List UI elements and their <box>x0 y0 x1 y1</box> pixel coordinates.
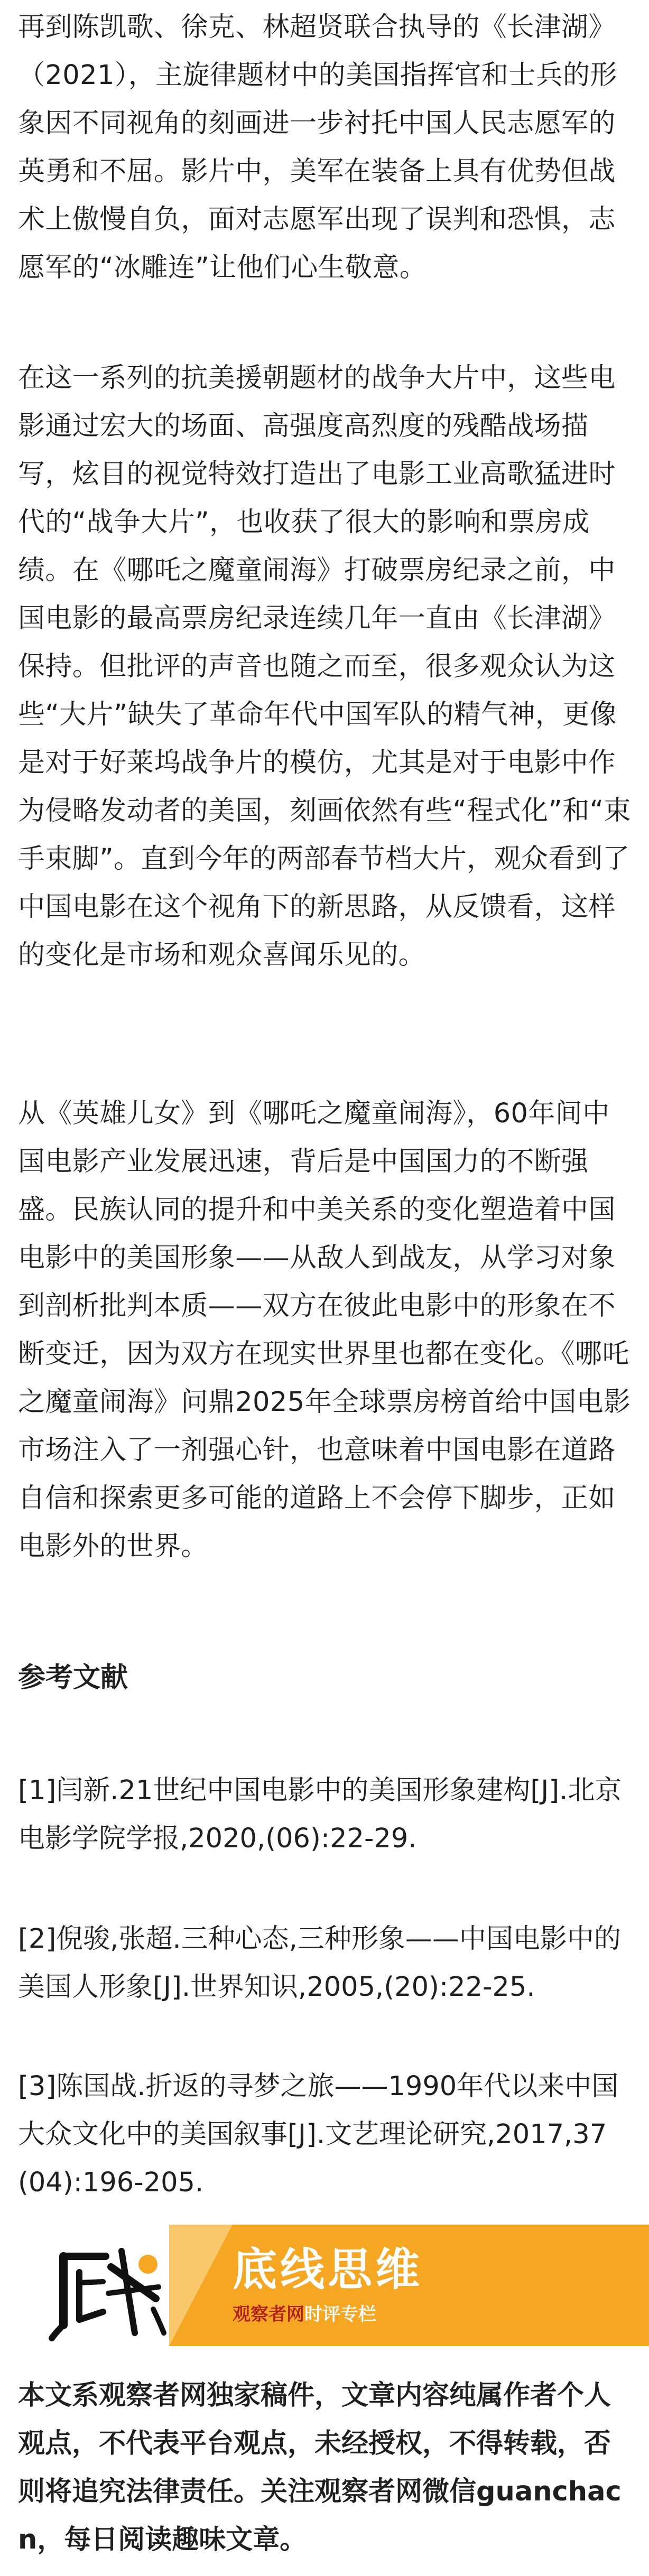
article-paragraph: 从《英雄儿女》到《哪吒之魔童闹海》，60年间中国电影产业发展迅速，背后是中国国力的不断强盛。民族认同的提升和中美关系的变化塑造着中国电影中的美国形象——从敌人到战友，从学习对象到剖析批判本质——双方在彼此电影中的形象在不断变迁，因为双方在现实世界里也都在变化。《哪吒之魔童闹海》问鼎2025年全球票房榜首给中国电影市场注入了一剂强心针，也意味着中国电影在道路自信和探索更多可能的道路上不会停下脚步，正如电影外的世界。 <box>18 1098 631 1562</box>
article-paragraph: 在这一系列的抗美援朝题材的战争大片中，这些电影通过宏大的场面、高强度高烈度的残酷战场描写，炫目的视觉特效打造出了电影工业高歌猛进时代的“战争大片”，也收获了很大的影响和票房成绩。在《哪吒之魔童闹海》打破票房纪录之前，中国电影的最高票房纪录连续几年一直由《长津湖》保持。但批评的声音也随之而至，很多观众认为这些“大片”缺失了革命年代中国军队的精气神，更像是对于好莱坞战争片的模仿，尤其是对于电影中作为侵略发动者的美国，刻画依然有些“程式化”和“束手束脚”。直到今年的两部春节档大片，观众看到了中国电影在这个视角下的新思路，从反馈看，这样的变化是市场和观众喜闻乐见的。 <box>18 362 631 971</box>
banner-brand: 观察者网 <box>233 2304 304 2325</box>
column-banner <box>42 2225 649 2346</box>
banner-stripe-accent <box>169 2225 233 2346</box>
article-paragraph: 再到陈凯歌、徐克、林超贤联合执导的《长津湖》（2021），主旋律题材中的美国指挥官和士兵的形象因不同视角的刻画进一步衬托中国人民志愿军的英勇和不屈。影片中，美军在装备上具有优势但战术上傲慢自负，面对志愿军出现了误判和恐惧，志愿军的“冰雕连”让他们心生敬意。 <box>18 12 617 283</box>
reference-item: [1]闫新.21世纪中国电影中的美国形象建构[J].北京电影学院学报,2020,(06):22-29. <box>18 1775 622 1854</box>
reference-item: [3]陈国战.折返的寻梦之旅——1990年代以来中国大众文化中的美国叙事[J].文艺理论研究,2017,37(04):196-205. <box>18 2071 619 2198</box>
banner-title: 底线思维 <box>233 2244 423 2295</box>
reference-item: [2]倪骏,张超.三种心态,三种形象——中国电影中的美国人形象[J].世界知识,2005,(20):22-25. <box>18 1923 621 2003</box>
references-heading: 参考文献 <box>18 1662 128 1694</box>
banner-subtitle-rest: 时评专栏 <box>304 2304 376 2325</box>
copyright-notice: 本文系观察者网独家稿件，文章内容纯属作者个人观点，不代表平台观点，未经授权，不得转载，否则将追究法律责任。关注观察者网微信guanchacn，每日阅读趣味文章。 <box>18 2380 622 2555</box>
calligraphy-logo-icon <box>42 2225 169 2346</box>
column-logo <box>42 2225 169 2346</box>
banner-subtitle <box>233 2304 376 2325</box>
